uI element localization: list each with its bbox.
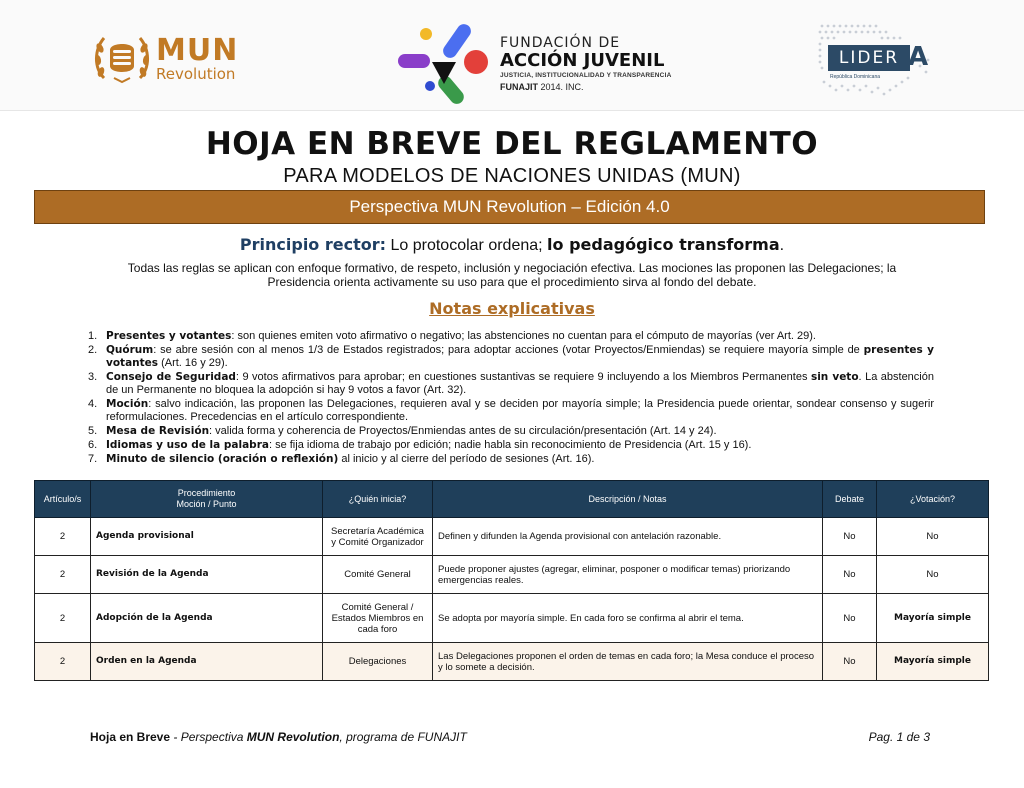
note-term: Presentes y votantes <box>106 330 232 342</box>
mun-logo-subtitle: Revolution <box>156 65 236 83</box>
cell-votacion: No <box>877 556 989 594</box>
note-number: 4. <box>88 398 98 410</box>
cell-votacion: No <box>877 518 989 556</box>
table-row <box>35 556 989 594</box>
principle-period: . <box>779 237 785 254</box>
principle-label: Principio rector: <box>239 235 387 254</box>
note-text-2: . La abstención de un Permanente no bloquea la adopción si hay 9 votos a favor (Art. 32). <box>106 371 934 396</box>
cell-quien: Secretaría Académica y Comité Organizador <box>323 518 433 556</box>
note-text: : salvo indicación, las proponen las Delegaciones, requieren aval y se deciden por mayoría simple; la Presidencia puede orientar, sondear consenso y sugerir reformulaciones. Precedencias en el artículo correspondiente. <box>106 398 934 423</box>
col-header-quien: ¿Quién inicia? <box>323 481 433 518</box>
col-header-votacion: ¿Votación? <box>877 481 989 518</box>
note-number: 7. <box>88 453 98 465</box>
note-text: : valida forma y coherencia de Proyectos/Enmiendas antes de su circulación/presentación (Art. 14 y 24). <box>209 425 717 437</box>
note-text: : 9 votos afirmativos para aprobar; en cuestiones sustantivas se requiere 9 incluyendo a los Miembros Permanentes <box>235 371 811 383</box>
col-header-procedimiento-2: Moción / Punto <box>176 499 237 509</box>
notes-list <box>88 330 934 467</box>
note-text: : se fija idioma de trabajo por edición; nadie habla sin reconocimiento de Presidencia (Art. 15 y 16). <box>268 439 752 451</box>
table-row <box>35 643 989 681</box>
funajit-line4-bold: FUNAJIT <box>500 81 538 92</box>
cell-articulo: 2 <box>35 518 91 556</box>
note-number: 3. <box>88 371 98 383</box>
cell-votacion: Mayoría simple <box>877 594 989 643</box>
col-header-articulo: Artículo/s <box>35 481 91 518</box>
lidera-badge: LIDER <box>828 45 910 71</box>
laurel-fist-icon <box>92 28 152 88</box>
note-text: al inicio y al cierre del período de sesiones (Art. 16). <box>338 453 595 465</box>
cell-quien: Comité General <box>323 556 433 594</box>
edition-banner: Perspectiva MUN Revolution – Edición 4.0 <box>34 190 985 224</box>
note-term: Minuto de silencio (oración o reflexión) <box>106 453 339 465</box>
funajit-emblem-icon <box>392 16 492 106</box>
cell-procedimiento: Orden en la Agenda <box>91 643 323 681</box>
funajit-line2: ACCIÓN JUVENIL <box>500 50 665 71</box>
procedures-table <box>34 480 989 681</box>
note-term: Consejo de Seguridad <box>106 371 236 383</box>
note-item <box>88 330 934 343</box>
note-term: Mesa de Revisión <box>106 425 210 437</box>
note-number: 5. <box>88 425 98 437</box>
lidera-letter: A <box>908 42 929 72</box>
note-term-2: sin veto <box>810 371 859 383</box>
note-item <box>88 439 934 452</box>
note-term: Moción <box>106 398 149 410</box>
note-item <box>88 344 934 370</box>
table-row <box>35 594 989 643</box>
note-item <box>88 425 934 438</box>
footer-text-1: - Perspectiva <box>170 730 247 744</box>
cell-quien: Comité General / Estados Miembros en cada foro <box>323 594 433 643</box>
note-text: : son quienes emiten voto afirmativo o negativo; las abstenciones no cuentan para el cómputo de mayorías (ver Art. 29). <box>231 330 816 342</box>
note-text: : se abre sesión con al menos 1/3 de Estados registrados; para adoptar acciones (votar Proyectos/Enmiendas) se requiere mayoría simple de <box>153 344 864 356</box>
cell-descripcion: Las Delegaciones proponen el orden de temas en cada foro; la Mesa conduce el proceso y lo somete a decisión. <box>433 643 823 681</box>
funajit-line3: JUSTICIA, INSTITUCIONALIDAD Y TRANSPARENCIA <box>500 72 672 79</box>
note-item <box>88 371 934 397</box>
funajit-line4 <box>500 83 671 92</box>
lidera-logo <box>816 20 936 102</box>
funajit-line1: FUNDACIÓN DE <box>500 35 621 51</box>
cell-debate: No <box>823 643 877 681</box>
principle-emphasis: lo pedagógico transforma <box>547 235 780 254</box>
page-subtitle: PARA MODELOS DE NACIONES UNIDAS (MUN) <box>283 165 741 187</box>
col-header-debate: Debate <box>823 481 877 518</box>
note-number: 6. <box>88 439 98 451</box>
mun-revolution-logo <box>92 28 262 88</box>
cell-descripcion: Se adopta por mayoría simple. En cada foro se confirma al abrir el tema. <box>433 594 823 643</box>
note-text-2: (Art. 16 y 29). <box>158 357 228 369</box>
cell-descripcion: Puede proponer ajustes (agregar, eliminar, posponer o modificar temas) priorizando emergencias reales. <box>433 556 823 594</box>
footer-credit <box>90 730 467 744</box>
col-header-procedimiento-1: Procedimiento <box>177 488 236 498</box>
intro-paragraph: Todas las reglas se aplican con enfoque formativo, de respeto, inclusión y negociación efectiva. Las mociones las proponen las Delegaciones; la Presidencia orienta activamente su uso para que el procedimiento sirva al fondo del debate. <box>127 261 897 289</box>
note-number: 2. <box>88 344 98 356</box>
cell-quien: Delegaciones <box>323 643 433 681</box>
col-header-procedimiento <box>91 481 323 518</box>
note-item <box>88 453 934 466</box>
col-header-descripcion: Descripción / Notas <box>433 481 823 518</box>
note-term-2: presentes y votantes <box>106 344 934 369</box>
funajit-line4-rest: 2014. INC. <box>538 81 584 92</box>
mun-logo-title: MUN <box>156 33 239 68</box>
table-row <box>35 518 989 556</box>
note-item <box>88 398 934 424</box>
cell-procedimiento: Adopción de la Agenda <box>91 594 323 643</box>
note-term: Idiomas y uso de la palabra <box>106 439 269 451</box>
cell-articulo: 2 <box>35 594 91 643</box>
table-header-row <box>35 481 989 518</box>
cell-debate: No <box>823 594 877 643</box>
funajit-logo <box>392 16 692 106</box>
footer-program-name: MUN Revolution <box>246 730 340 744</box>
cell-debate: No <box>823 556 877 594</box>
principle-text: Lo protocolar ordena; <box>386 237 548 254</box>
lidera-subtitle: República Dominicana <box>830 74 881 80</box>
footer-text-2: , programa de FUNAJIT <box>339 730 467 744</box>
cell-articulo: 2 <box>35 643 91 681</box>
cell-procedimiento: Agenda provisional <box>91 518 323 556</box>
cell-articulo: 2 <box>35 556 91 594</box>
note-number: 1. <box>88 330 98 342</box>
cell-descripcion: Definen y difunden la Agenda provisional con antelación razonable. <box>433 518 823 556</box>
cell-debate: No <box>823 518 877 556</box>
cell-procedimiento: Revisión de la Agenda <box>91 556 323 594</box>
guiding-principle <box>0 235 1024 255</box>
note-term: Quórum <box>106 344 154 356</box>
page-title: HOJA EN BREVE DEL REGLAMENTO <box>205 126 819 162</box>
notes-heading: Notas explicativas <box>429 299 595 318</box>
footer-doc-name: Hoja en Breve <box>90 730 171 744</box>
page-number: Pag. 1 de 3 <box>868 730 930 744</box>
cell-votacion: Mayoría simple <box>877 643 989 681</box>
